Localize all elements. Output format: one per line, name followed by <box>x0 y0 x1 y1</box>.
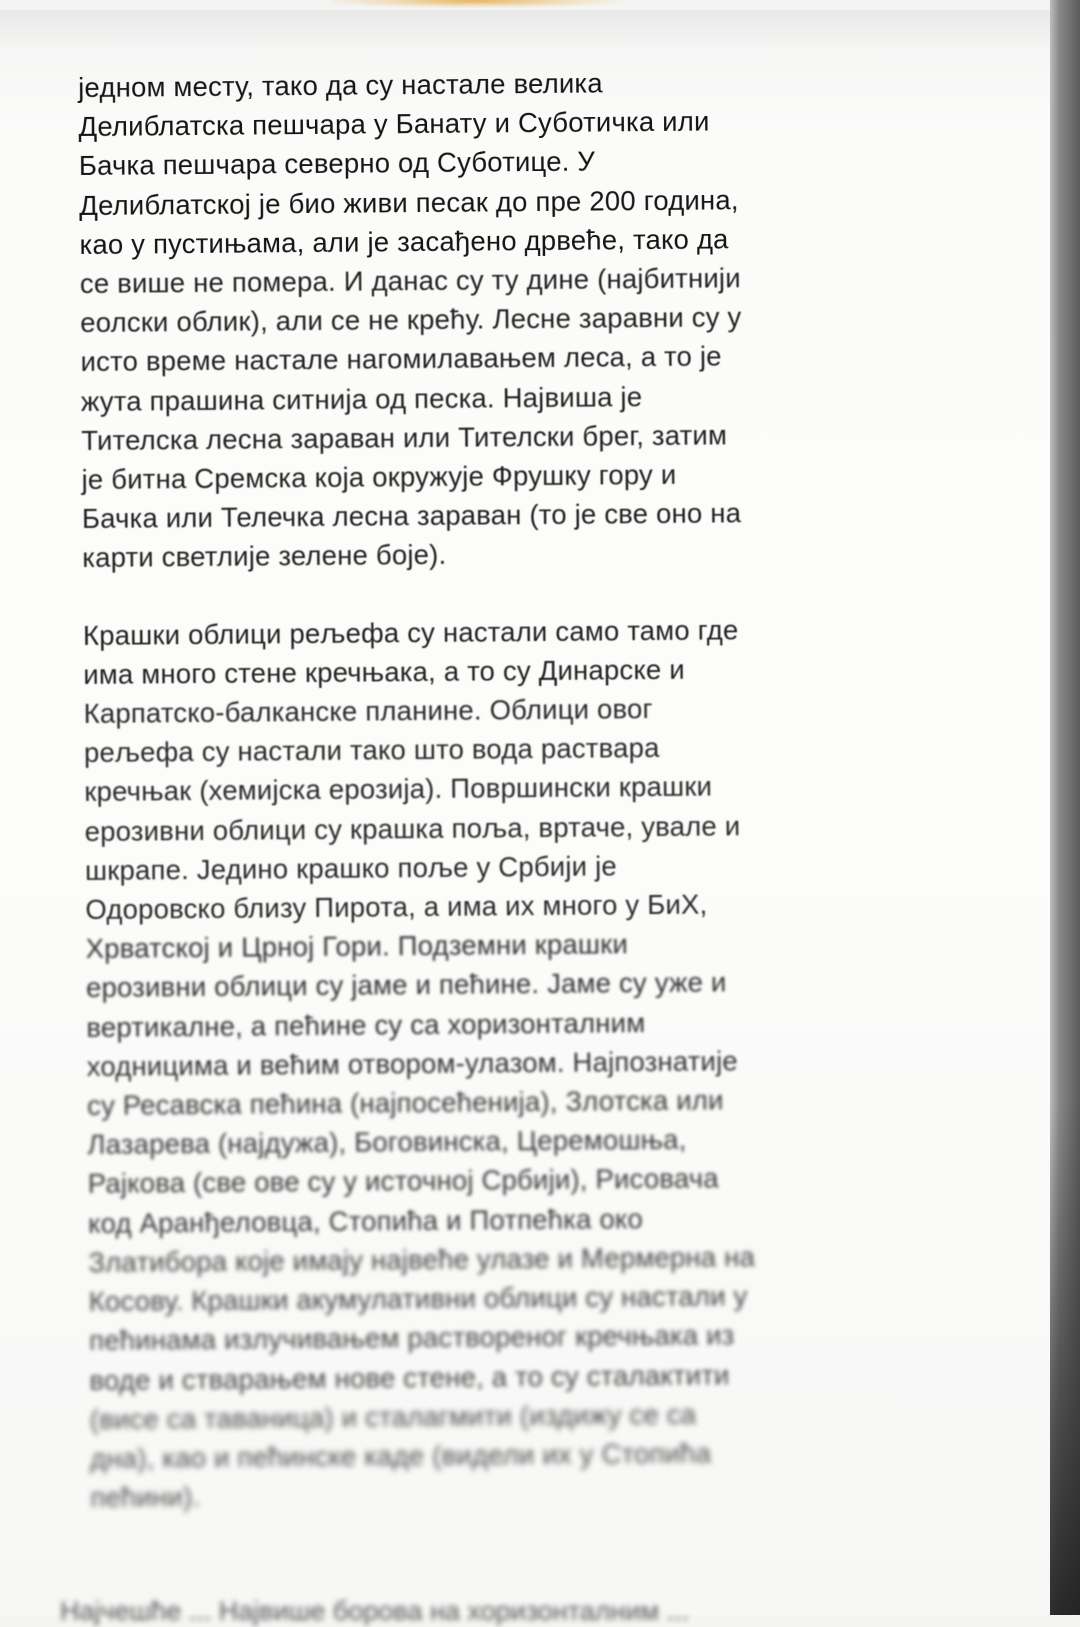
text-line: Крашки облици рељефа су настали само тамо где <box>82 613 739 651</box>
text-line: су Ресавска пећина (најпосећенија), Злотска или <box>86 1084 724 1122</box>
paragraph-eolian-relief <box>78 60 962 577</box>
text-line: жута прашина ситнија од песка. Највиша је <box>80 380 643 417</box>
text-line: рељефа су настали тако што вода раствара <box>83 732 660 769</box>
text-line: кречњак (хемијска ерозија). Површински крашки <box>84 770 713 808</box>
light-glare <box>330 0 620 8</box>
text-line: пећинама излучивањем раствореног кречњака из <box>88 1319 735 1357</box>
paragraph-karst-relief <box>83 608 971 1517</box>
text-line: вертикалне, а пећине су са хоризонталним <box>86 1006 646 1043</box>
text-line: ерозивни облици су јаме и пећине. Јаме су уже и <box>85 966 727 1004</box>
text-line: Делиблатској је био живи песак до пре 200 година, <box>79 183 739 221</box>
text-line: еолски облик), али се не крећу. Лесне заравни су у <box>80 301 742 339</box>
text-line: шкрапе. Једино крашко поље у Србији је <box>84 850 618 886</box>
text-line: Златибора које имају највеће улазе и Мермерна на <box>88 1241 756 1278</box>
text-line: ходницима и већим отвором-улазом. Најпознатије <box>86 1045 738 1082</box>
text-line: код Аранђеловца, Стопића и Потпећка око <box>87 1202 644 1239</box>
device-edge-shadow <box>1050 1100 1080 1615</box>
text-line: ерозивни облици су крашка поља, вртаче, увале и <box>84 809 741 847</box>
text-line: Хрватској и Црној Гори. Подземни крашки <box>85 928 629 965</box>
top-haze <box>0 10 1050 50</box>
text-line: Рајкова (све ове су у источној Србији), Рисовача <box>87 1162 719 1200</box>
text-line: као у пустињама, али је засађено дрвеће, тако да <box>79 223 729 260</box>
text-line: једном месту, тако да су настале велика <box>78 67 603 103</box>
text-line: се више не помера. И данас су ту дине (најбитнији <box>79 262 741 300</box>
text-line: дна), као и пећинске каде (видели их у Стопића <box>89 1437 712 1474</box>
text-line: карти светлије зелене боје). <box>82 539 447 574</box>
text-line: Лазарева (најдужа), Боговинска, Церемошња, <box>87 1124 687 1161</box>
text-line: (висе са таваница) и сталагмити (издижу се са <box>89 1398 697 1435</box>
text-line: има много стене кречњака, а то су Динарске и <box>83 653 685 690</box>
text-line: Бачка пешчара северно од Суботице. У <box>78 145 596 182</box>
text-line: пећини). <box>90 1481 201 1514</box>
text-line: је битна Сремска која окружује Фрушку гору и <box>81 458 677 496</box>
text-line: исто време настале нагомилавањем леса, а то је <box>80 340 722 378</box>
cut-off-text-line: Најчешће ... Највише борова на хоризонталним ... <box>60 1596 690 1626</box>
text-line: Одоровско близу Пирота, а има их много у БиХ, <box>85 888 708 926</box>
text-line: Косову. Крашки акумулативни облици су настали у <box>88 1280 748 1318</box>
text-line: Карпатско-балканске планине. Облици овог <box>83 693 653 730</box>
text-line: воде и стварањем нове стене, а то су сталактити <box>89 1358 730 1396</box>
document-body[interactable] <box>78 60 971 1517</box>
text-line: Бачка или Телечка лесна зараван (то је све оно на <box>81 497 742 535</box>
text-line: Делиблатска пешчара у Банату и Суботичка или <box>78 105 710 143</box>
text-line: Тителска лесна зараван или Тителски брег, затим <box>81 419 728 456</box>
